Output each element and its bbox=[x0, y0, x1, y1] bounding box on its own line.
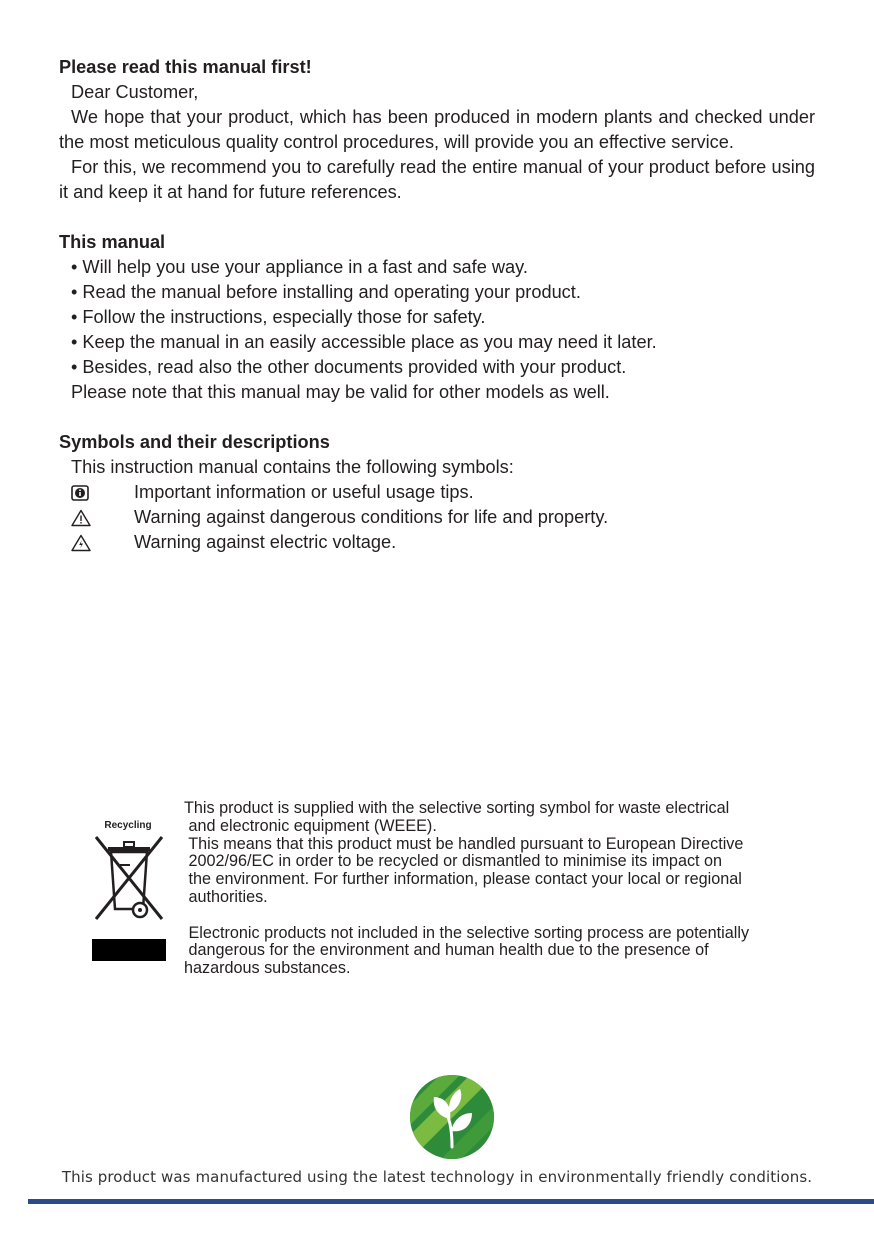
manual-bullet: • Besides, read also the other documents provided with your product. bbox=[71, 357, 627, 377]
intro-paragraph-2: For this, we recommend you to carefully read the entire manual of your product before using it and keep it at hand for future references. bbox=[59, 157, 815, 202]
symbol-desc: Warning against electric voltage. bbox=[134, 532, 397, 552]
footer-rule bbox=[28, 1199, 874, 1204]
info-icon bbox=[59, 485, 134, 501]
weee-line: and electronic equipment (WEEE). bbox=[184, 816, 437, 835]
leaf-icon bbox=[410, 1075, 494, 1159]
weee-line: This means that this product must be handled pursuant to European Directive bbox=[184, 834, 744, 853]
symbol-row-electric bbox=[59, 530, 815, 555]
manual-bullet: • Read the manual before installing and operating your product. bbox=[71, 282, 581, 302]
intro-paragraph-1: We hope that your product, which has been produced in modern plants and checked under the most meticulous quality control procedures, will provide you an effective service. bbox=[59, 107, 815, 152]
symbol-row-warning bbox=[59, 505, 815, 530]
electric-warning-icon bbox=[59, 534, 134, 552]
eco-leaf-logo bbox=[410, 1075, 494, 1159]
weee-line: This product is supplied with the selective sorting symbol for waste electrical bbox=[184, 799, 730, 817]
weee-line: authorities. bbox=[184, 887, 268, 906]
weee-line: dangerous for the environment and human health due to the presence of bbox=[184, 941, 709, 960]
manual-bullet: • Keep the manual in an easily accessible place as you may need it later. bbox=[71, 332, 657, 352]
crossed-bin-icon bbox=[90, 833, 170, 928]
symbols-intro: This instruction manual contains the following symbols: bbox=[71, 457, 514, 477]
weee-black-bar bbox=[92, 939, 166, 961]
recycling-label: Recycling bbox=[104, 820, 152, 831]
symbols-heading: Symbols and their descriptions bbox=[59, 432, 330, 452]
manual-bullet: • Follow the instructions, especially those for safety. bbox=[71, 307, 486, 327]
manual-note: Please note that this manual may be valid for other models as well. bbox=[71, 382, 610, 402]
manual-page-content bbox=[59, 55, 815, 555]
weee-line: 2002/96/EC in order to be recycled or dismantled to minimise its impact on bbox=[184, 852, 723, 871]
weee-line: Electronic products not included in the selective sorting process are potentially bbox=[184, 923, 750, 942]
greeting: Dear Customer, bbox=[71, 82, 199, 102]
intro-heading: Please read this manual first! bbox=[59, 57, 312, 77]
weee-text bbox=[184, 800, 769, 978]
weee-recycling-logo bbox=[90, 820, 170, 961]
symbol-desc: Warning against dangerous conditions for life and property. bbox=[134, 507, 609, 527]
symbol-row-info bbox=[59, 480, 815, 505]
weee-line: the environment. For further information, please contact your local or regional bbox=[184, 870, 742, 889]
symbol-desc: Important information or useful usage tips. bbox=[134, 482, 474, 502]
warning-triangle-icon bbox=[59, 509, 134, 527]
manual-bullet: • Will help you use your appliance in a fast and safe way. bbox=[71, 257, 528, 277]
eco-statement: This product was manufactured using the latest technology in environmentally friendly conditions. bbox=[61, 1168, 813, 1186]
this-manual-heading: This manual bbox=[59, 232, 166, 252]
weee-line: hazardous substances. bbox=[184, 959, 351, 978]
